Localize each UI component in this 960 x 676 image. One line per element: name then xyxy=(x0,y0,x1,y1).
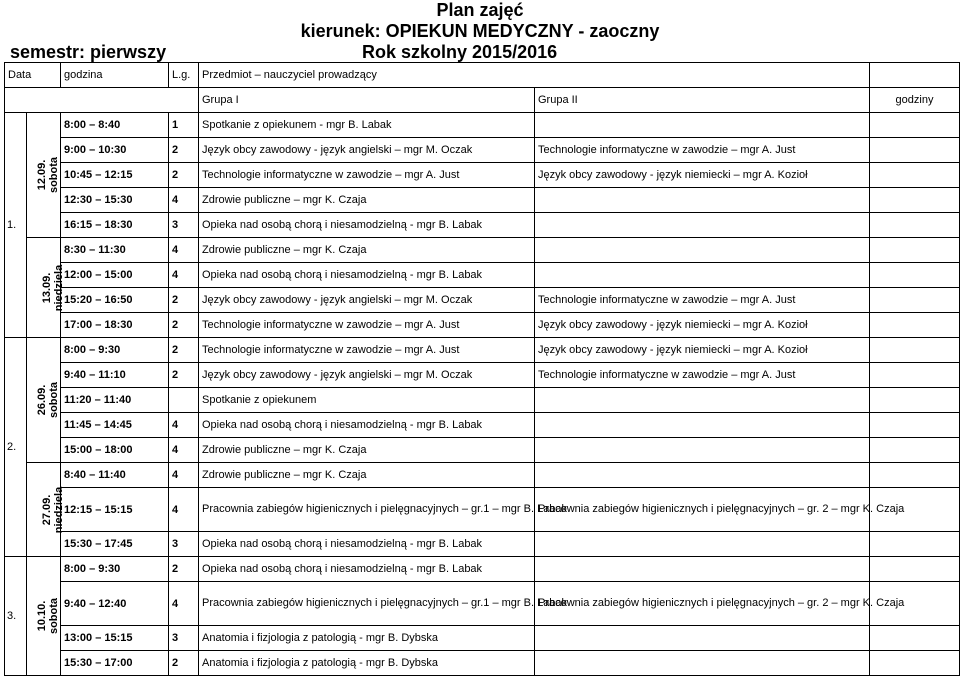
time-cell: 9:40 – 11:10 xyxy=(61,363,169,388)
schedule-row xyxy=(5,532,960,557)
hours-cell xyxy=(870,338,960,363)
group-2-cell xyxy=(535,113,870,138)
hours-cell xyxy=(870,188,960,213)
group-1-cell: Język obcy zawodowy - język angielski – mgr M. Oczak xyxy=(199,363,535,388)
group-1-cell: Opieka nad osobą chorą i niesamodzielną - mgr B. Labak xyxy=(199,557,535,582)
time-cell: 15:00 – 18:00 xyxy=(61,438,169,463)
schedule-row xyxy=(5,651,960,676)
hours-cell xyxy=(870,313,960,338)
group-1-cell: Opieka nad osobą chorą i niesamodzielną - mgr B. Labak xyxy=(199,413,535,438)
group-1-cell: Technologie informatyczne w zawodzie – mgr A. Just xyxy=(199,163,535,188)
group-1-cell: Technologie informatyczne w zawodzie – mgr A. Just xyxy=(199,313,535,338)
hours-cell xyxy=(870,138,960,163)
schedule-row xyxy=(5,388,960,413)
hours-cell xyxy=(870,463,960,488)
schedule-row xyxy=(5,213,960,238)
time-cell: 16:15 – 18:30 xyxy=(61,213,169,238)
column-header-przedmiot: Przedmiot – nauczyciel prowadzący xyxy=(199,63,870,88)
day-label xyxy=(36,598,60,634)
group-1-cell: Anatomia i fizjologia z patologią - mgr B. Dybska xyxy=(199,651,535,676)
group-2-cell xyxy=(535,263,870,288)
schedule-row xyxy=(5,188,960,213)
schedule-row xyxy=(5,313,960,338)
time-cell: 9:00 – 10:30 xyxy=(61,138,169,163)
hours-cell xyxy=(870,532,960,557)
day-name: niedziela xyxy=(53,264,66,311)
hours-cell xyxy=(870,651,960,676)
time-cell: 11:45 – 14:45 xyxy=(61,413,169,438)
day-cell xyxy=(27,113,61,238)
group-2-cell xyxy=(535,438,870,463)
schedule-row xyxy=(5,238,960,263)
group-1-cell: Język obcy zawodowy - język angielski – mgr M. Oczak xyxy=(199,288,535,313)
schedule-row xyxy=(5,138,960,163)
time-cell: 17:00 – 18:30 xyxy=(61,313,169,338)
lg-cell: 4 xyxy=(169,463,199,488)
page-title: Plan zajęć xyxy=(436,0,524,20)
lg-cell: 2 xyxy=(169,313,199,338)
time-cell: 8:40 – 11:40 xyxy=(61,463,169,488)
time-cell: 13:00 – 15:15 xyxy=(61,626,169,651)
group-header-spacer xyxy=(5,88,199,113)
hours-cell xyxy=(870,263,960,288)
hours-cell xyxy=(870,363,960,388)
day-date: 12.09. xyxy=(36,159,49,191)
lg-cell: 2 xyxy=(169,651,199,676)
time-cell: 8:00 – 9:30 xyxy=(61,338,169,363)
lg-cell: 2 xyxy=(169,557,199,582)
group-1-cell: Zdrowie publiczne – mgr K. Czaja xyxy=(199,463,535,488)
day-name: sobota xyxy=(48,156,61,194)
time-cell: 11:20 – 11:40 xyxy=(61,388,169,413)
lg-cell: 2 xyxy=(169,163,199,188)
schedule-row xyxy=(5,582,960,626)
hours-cell xyxy=(870,238,960,263)
day-cell xyxy=(27,238,66,338)
group-2-cell xyxy=(535,213,870,238)
hours-cell xyxy=(870,626,960,651)
schedule-row xyxy=(5,488,960,532)
day-name: sobota xyxy=(48,381,61,419)
group-2-cell: Język obcy zawodowy - język niemiecki – mgr A. Kozioł xyxy=(535,313,870,338)
group-1-cell: Zdrowie publiczne – mgr K. Czaja xyxy=(199,438,535,463)
group-1-cell: Anatomia i fizjologia z patologią - mgr B. Dybska xyxy=(199,626,535,651)
day-label xyxy=(41,486,65,532)
schedule-row xyxy=(5,626,960,651)
time-cell: 15:30 – 17:45 xyxy=(61,532,169,557)
time-cell: 8:30 – 11:30 xyxy=(61,238,169,263)
time-cell: 15:30 – 17:00 xyxy=(61,651,169,676)
lg-cell: 3 xyxy=(169,532,199,557)
kierunek-heading: kierunek: OPIEKUN MEDYCZNY - zaoczny xyxy=(300,21,660,41)
header-row xyxy=(5,63,960,88)
lg-cell: 1 xyxy=(169,113,199,138)
day-cell xyxy=(27,338,61,463)
schedule-row xyxy=(5,438,960,463)
day-label xyxy=(36,382,60,418)
lg-cell: 2 xyxy=(169,138,199,163)
week-number: 1. xyxy=(5,113,27,338)
group-2-cell: Język obcy zawodowy - język niemiecki – mgr A. Kozioł xyxy=(535,338,870,363)
group-2-cell xyxy=(535,532,870,557)
group-2-cell: Technologie informatyczne w zawodzie – mgr A. Just xyxy=(535,363,870,388)
group-2-cell: Technologie informatyczne w zawodzie – mgr A. Just xyxy=(535,288,870,313)
schedule-table xyxy=(4,62,960,676)
group-1-cell: Pracownia zabiegów higienicznych i pielęgnacyjnych – gr.1 – mgr B. Labak xyxy=(199,488,535,532)
school-year-label: Rok szkolny 2015/2016 xyxy=(362,42,558,62)
schedule-row xyxy=(5,363,960,388)
day-date: 27.09. xyxy=(41,494,54,525)
group-1-cell: Opieka nad osobą chorą i niesamodzielną - mgr B. Labak xyxy=(199,213,535,238)
hours-cell xyxy=(870,213,960,238)
hours-cell xyxy=(870,388,960,413)
hours-cell xyxy=(870,113,960,138)
hours-cell xyxy=(870,163,960,188)
semester-label: semestr: pierwszy xyxy=(10,42,167,62)
time-cell: 8:00 – 9:30 xyxy=(61,557,169,582)
day-date: 10.10. xyxy=(36,600,49,632)
time-cell: 12:15 – 15:15 xyxy=(61,488,169,532)
column-header-godzina: godzina xyxy=(61,63,169,88)
day-label xyxy=(36,157,60,193)
time-cell: 9:40 – 12:40 xyxy=(61,582,169,626)
column-header-empty xyxy=(870,63,960,88)
group-2-cell: Pracownia zabiegów higienicznych i pielęgnacyjnych – gr. 2 – mgr K. Czaja xyxy=(535,488,870,532)
group-2-cell: Technologie informatyczne w zawodzie – mgr A. Just xyxy=(535,138,870,163)
lg-cell: 4 xyxy=(169,438,199,463)
group-1-cell: Opieka nad osobą chorą i niesamodzielną - mgr B. Labak xyxy=(199,263,535,288)
schedule-row xyxy=(5,263,960,288)
group-2-cell xyxy=(535,463,870,488)
lg-cell: 3 xyxy=(169,626,199,651)
schedule-row xyxy=(5,413,960,438)
lg-cell: 4 xyxy=(169,238,199,263)
group-2-cell xyxy=(535,188,870,213)
lg-cell: 2 xyxy=(169,288,199,313)
group-1-cell: Opieka nad osobą chorą i niesamodzielną - mgr B. Labak xyxy=(199,532,535,557)
day-date: 13.09. xyxy=(41,272,54,303)
lg-cell: 4 xyxy=(169,413,199,438)
day-cell xyxy=(27,557,61,676)
day-cell xyxy=(27,463,66,557)
group-2-cell: Pracownia zabiegów higienicznych i pielęgnacyjnych – gr. 2 – mgr K. Czaja xyxy=(535,582,870,626)
time-cell: 12:30 – 15:30 xyxy=(61,188,169,213)
column-header-data: Data xyxy=(5,63,61,88)
group-1-cell: Język obcy zawodowy - język angielski – mgr M. Oczak xyxy=(199,138,535,163)
lg-cell: 4 xyxy=(169,263,199,288)
group-1-cell: Zdrowie publiczne – mgr K. Czaja xyxy=(199,188,535,213)
group-1-cell: Spotkanie z opiekunem xyxy=(199,388,535,413)
group-1-cell: Spotkanie z opiekunem - mgr B. Labak xyxy=(199,113,535,138)
week-number: 2. xyxy=(5,338,27,557)
schedule-row xyxy=(5,113,960,138)
hours-cell xyxy=(870,557,960,582)
lg-cell: 4 xyxy=(169,582,199,626)
column-header-lg: L.g. xyxy=(169,63,199,88)
group-1-cell: Zdrowie publiczne – mgr K. Czaja xyxy=(199,238,535,263)
group-header-row xyxy=(5,88,960,113)
schedule-row xyxy=(5,288,960,313)
group-2-cell xyxy=(535,626,870,651)
schedule-row xyxy=(5,463,960,488)
group-2-cell xyxy=(535,388,870,413)
group-1-cell: Pracownia zabiegów higienicznych i pielęgnacyjnych – gr.1 – mgr B. Labak xyxy=(199,582,535,626)
hours-cell xyxy=(870,413,960,438)
group-2-cell xyxy=(535,651,870,676)
hours-cell xyxy=(870,288,960,313)
time-cell: 10:45 – 12:15 xyxy=(61,163,169,188)
lg-cell: 4 xyxy=(169,188,199,213)
day-label xyxy=(41,264,65,310)
lg-cell xyxy=(169,388,199,413)
lg-cell: 2 xyxy=(169,363,199,388)
schedule-row xyxy=(5,163,960,188)
lg-cell: 4 xyxy=(169,488,199,532)
group-2-cell xyxy=(535,238,870,263)
group-2-cell xyxy=(535,413,870,438)
day-name: niedziela xyxy=(53,486,66,533)
schedule-row xyxy=(5,338,960,363)
lg-cell: 3 xyxy=(169,213,199,238)
schedule-row xyxy=(5,557,960,582)
time-cell: 15:20 – 16:50 xyxy=(61,288,169,313)
day-name: sobota xyxy=(48,597,61,635)
day-date: 26.09. xyxy=(36,384,49,416)
group-2-cell: Język obcy zawodowy - język niemiecki – mgr A. Kozioł xyxy=(535,163,870,188)
column-header-godziny: godziny xyxy=(870,88,960,113)
lg-cell: 2 xyxy=(169,338,199,363)
time-cell: 12:00 – 15:00 xyxy=(61,263,169,288)
column-header-grupa-1: Grupa I xyxy=(199,88,535,113)
group-2-cell xyxy=(535,557,870,582)
week-number: 3. xyxy=(5,557,27,676)
hours-cell xyxy=(870,438,960,463)
column-header-grupa-2: Grupa II xyxy=(535,88,870,113)
time-cell: 8:00 – 8:40 xyxy=(61,113,169,138)
group-1-cell: Technologie informatyczne w zawodzie – mgr A. Just xyxy=(199,338,535,363)
